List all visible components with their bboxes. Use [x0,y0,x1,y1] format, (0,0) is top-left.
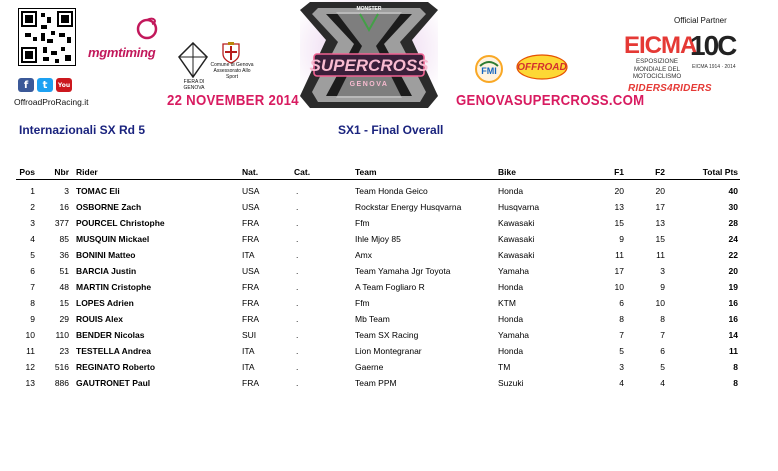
cell-f1: 15 [614,218,624,228]
header-rider: Rider [76,167,98,177]
fiera-genova-label: FIERA DI GENOVA [183,79,205,91]
cell-nbr: 85 [59,234,69,244]
header-total: Total Pts [702,167,738,177]
cell-f2: 11 [656,250,665,260]
cell-cat: . [296,250,299,260]
header-cat: Cat. [294,167,311,177]
cell-nat: FRA [242,314,259,324]
cell-team: Team SX Racing [355,330,419,340]
eicma-subtitle: ESPOSIZIONE MONDIALE DEL MOTOCICLISMO [632,58,682,81]
cell-cat: . [296,330,299,340]
cell-rider: TESTELLA Andrea [76,346,151,356]
website-link[interactable]: OffroadProRacing.it [14,97,89,107]
svg-text:FMI: FMI [481,66,497,76]
qr-code-icon[interactable] [18,8,76,66]
cell-total: 40 [728,186,738,196]
cell-f1: 4 [619,378,624,388]
table-row [16,327,740,343]
cell-f2: 5 [660,362,665,372]
table-row [16,343,740,359]
header-banner [0,0,778,115]
comune-genova-crest-icon [219,42,243,64]
cell-f1: 8 [619,314,624,324]
cell-pos: 4 [30,234,35,244]
cell-f2: 9 [660,282,665,292]
cell-team: Lion Montegranar [355,346,422,356]
cell-bike: Honda [498,346,524,356]
table-row [16,311,740,327]
cell-bike: KTM [498,298,516,308]
event-date: 22 NOVEMBER 2014 [167,92,299,109]
header-pos: Pos [19,167,35,177]
monster-word: MONSTER [356,6,382,12]
cell-nat: FRA [242,378,259,388]
cell-bike: Honda [498,314,524,324]
cell-cat: . [296,282,299,292]
cell-total: 11 [729,346,738,356]
cell-team: Amx [355,250,372,260]
cell-team: A Team Fogliaro R [355,282,425,292]
cell-f2: 10 [655,298,665,308]
cell-nbr: 48 [59,282,69,292]
cell-team: Team Yamaha Jgr Toyota [355,266,451,276]
cell-nbr: 377 [54,218,69,228]
genova-word: GENOVA [349,81,389,88]
cell-nbr: 16 [59,202,69,212]
cell-nbr: 36 [59,250,69,260]
cell-bike: Kawasaki [498,218,535,228]
header-f2: F2 [655,167,665,177]
offroad-logo-icon [516,54,568,80]
cell-nat: FRA [242,282,259,292]
cell-cat: . [296,266,299,276]
cell-f2: 17 [655,202,665,212]
cell-nbr: 516 [54,362,69,372]
cell-f2: 3 [660,266,665,276]
cell-bike: Yamaha [498,266,530,276]
cell-nbr: 29 [59,314,69,324]
header-nbr: Nbr [54,167,69,177]
cell-cat: . [296,346,299,356]
cell-pos: 2 [30,202,35,212]
header-nat: Nat. [242,167,259,177]
cell-pos: 11 [26,346,35,356]
cell-nat: ITA [242,362,255,372]
cell-rider: REGINATO Roberto [76,362,156,372]
cell-f1: 9 [619,234,624,244]
cell-nbr: 3 [64,186,69,196]
cell-team: Ffm [355,298,370,308]
cell-bike: TM [498,362,511,372]
event-website[interactable]: GENOVASUPERCROSS.COM [456,92,645,109]
cell-f1: 17 [614,266,624,276]
cell-team: Ihle Mjoy 85 [355,234,401,244]
cell-nat: ITA [242,346,255,356]
cell-f2: 8 [660,314,665,324]
cell-bike: Husqvarna [498,202,540,212]
cell-total: 20 [728,266,738,276]
twitter-icon[interactable]: t [37,78,53,92]
cell-total: 28 [728,218,738,228]
cell-nat: USA [242,202,260,212]
cell-team: Gaerne [355,362,384,372]
fmi-logo-icon [474,54,504,84]
cell-rider: POURCEL Christophe [76,218,165,228]
cell-nbr: 15 [59,298,69,308]
table-row [16,231,740,247]
cell-rider: BONINI Matteo [76,250,136,260]
cell-total: 30 [728,202,738,212]
header-team: Team [355,167,377,177]
official-partner-label: Official Partner [674,16,727,25]
cell-f1: 7 [619,330,624,340]
mgm-swirl-icon [134,14,160,42]
cell-nat: FRA [242,298,259,308]
cell-pos: 3 [30,218,35,228]
cell-pos: 7 [30,282,35,292]
svg-text:OFFROAD: OFFROAD [517,62,567,73]
cell-nat: SUI [242,330,257,340]
cell-pos: 13 [25,378,35,388]
supercross-genova-logo [300,0,438,110]
cell-bike: Honda [498,186,524,196]
cell-nat: USA [242,186,260,196]
cell-cat: . [296,314,299,324]
cell-rider: OSBORNE Zach [76,202,142,212]
cell-pos: 1 [30,186,35,196]
cell-cat: . [296,202,299,212]
cell-f2: 6 [660,346,665,356]
cell-nbr: 110 [55,330,69,340]
cell-pos: 5 [30,250,35,260]
cell-team: Mb Team [355,314,390,324]
cell-f1: 3 [619,362,624,372]
cell-bike: Honda [498,282,524,292]
table-row [16,183,740,199]
cell-bike: Suzuki [498,378,524,388]
table-body [16,180,740,391]
comune-genova-label: Comune di Genova Assessorato Allo Sport [210,62,254,80]
table-row [16,199,740,215]
cell-total: 14 [728,330,738,340]
cell-cat: . [296,298,299,308]
cell-rider: LOPES Adrien [76,298,134,308]
cell-cat: . [296,378,299,388]
cell-nbr: 23 [59,346,69,356]
cell-pos: 9 [30,314,35,324]
cell-cat: . [296,218,299,228]
cell-total: 16 [728,298,738,308]
table-row [16,247,740,263]
fiera-genova-logo-icon [178,42,208,78]
cell-total: 8 [733,362,738,372]
cell-nat: FRA [242,234,259,244]
youtube-icon[interactable]: You [56,78,72,92]
table-header [16,165,740,180]
table-row [16,279,740,295]
cell-nat: FRA [242,218,259,228]
cell-total: 19 [728,282,738,292]
cell-team: Rockstar Energy Husqvarna [355,202,462,212]
cell-f2: 4 [660,378,665,388]
cell-cat: . [296,362,299,372]
cell-f1: 13 [614,202,624,212]
cell-total: 24 [728,234,738,244]
cell-nbr: 886 [54,378,69,388]
riders4riders-logo: RIDERS4RIDERS [628,83,712,94]
results-table [16,165,740,391]
social-links [18,78,72,92]
cell-rider: BARCIA Justin [76,266,137,276]
race-title: SX1 - Final Overall [338,123,444,137]
cell-f2: 13 [655,218,665,228]
mgm-timing-logo: mgmtiming [88,45,156,60]
table-row [16,375,740,391]
cell-f2: 7 [660,330,665,340]
cell-f1: 11 [615,250,624,260]
cell-rider: ROUIS Alex [76,314,123,324]
cell-total: 8 [733,378,738,388]
cell-f2: 15 [655,234,665,244]
eicma-logo: EICMA [624,32,697,59]
table-row [16,359,740,375]
table-row [16,263,740,279]
cell-rider: MARTIN Cristophe [76,282,152,292]
facebook-icon[interactable]: f [18,78,34,92]
cell-team: Team Honda Geico [355,186,428,196]
cell-rider: BENDER Nicolas [76,330,145,340]
cell-bike: Kawasaki [498,234,535,244]
cell-pos: 8 [30,298,35,308]
cell-bike: Kawasaki [498,250,535,260]
cell-rider: MUSQUIN Mickael [76,234,150,244]
table-row [16,295,740,311]
eicma-100-logo: 10C [690,30,736,61]
eicma-100-years: EICMA 1914 · 2014 [692,64,736,70]
cell-f1: 6 [619,298,624,308]
cell-team: Ffm [355,218,370,228]
cell-rider: GAUTRONET Paul [76,378,151,388]
cell-team: Team PPM [355,378,397,388]
cell-f1: 10 [614,282,624,292]
cell-total: 22 [728,250,738,260]
cell-total: 16 [728,314,738,324]
header-bike: Bike [498,167,516,177]
cell-cat: . [296,234,299,244]
event-name: Internazionali SX Rd 5 [19,123,146,137]
cell-pos: 10 [25,330,35,340]
cell-f1: 5 [619,346,624,356]
cell-f2: 20 [655,186,665,196]
cell-rider: TOMAC Eli [76,186,120,196]
cell-bike: Yamaha [498,330,530,340]
cell-pos: 12 [25,362,35,372]
cell-pos: 6 [30,266,35,276]
cell-nbr: 51 [59,266,69,276]
cell-nat: USA [242,266,260,276]
cell-cat: . [296,186,299,196]
cell-nat: ITA [242,250,255,260]
header-f1: F1 [614,167,624,177]
supercross-word: SUPERCROSS [309,56,429,75]
table-row [16,215,740,231]
cell-f1: 20 [614,186,624,196]
